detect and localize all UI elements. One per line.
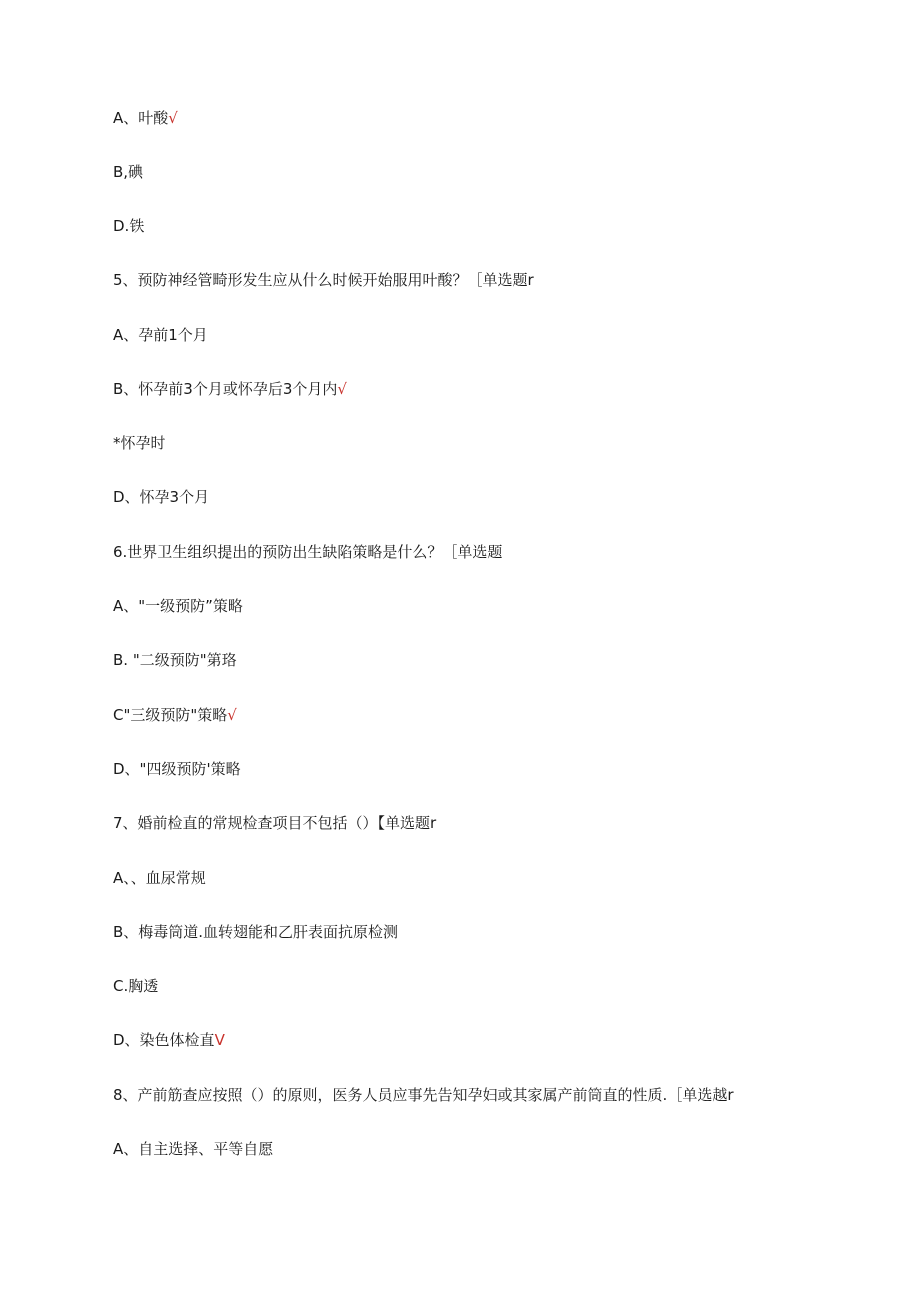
- correct-answer-mark: √: [168, 109, 178, 127]
- line-text: D、染色体检直: [113, 1031, 215, 1049]
- question-text: [113, 270, 534, 290]
- line-text: B. "二级预防"第珞: [113, 651, 237, 669]
- line-text: *怀孕时: [113, 434, 166, 452]
- answer-option: [113, 868, 206, 888]
- line-text: 5、预防神经管畸形发生应从什么时候开始服用叶酸？［单选题r: [113, 271, 534, 289]
- answer-option: [113, 216, 144, 236]
- answer-option: [113, 433, 166, 453]
- answer-option: [113, 379, 347, 399]
- correct-answer-mark: √: [337, 380, 347, 398]
- line-text: C"三级预防"策略: [113, 706, 228, 724]
- line-text: D.铁: [113, 217, 145, 235]
- answer-option: [113, 1030, 225, 1050]
- line-text: D、怀孕3个月: [113, 488, 210, 506]
- answer-option: [113, 922, 398, 942]
- correct-answer-mark: V: [214, 1031, 225, 1049]
- line-text: D、"四级预防'策略: [113, 760, 241, 778]
- question-text: [113, 1085, 733, 1105]
- answer-option: [113, 759, 241, 779]
- correct-answer-mark: √: [227, 706, 237, 724]
- question-text: [113, 813, 436, 833]
- answer-option: [113, 976, 158, 996]
- answer-option: [113, 325, 208, 345]
- line-text: 6.世界卫生组织提出的预防出生缺陷策略是什么？［单选题: [113, 543, 503, 561]
- line-text: A、、血尿常规: [113, 869, 206, 887]
- answer-option: [113, 108, 178, 128]
- line-text: B、梅毒筒道.血转翅能和乙肝表面抗原检测: [113, 923, 399, 941]
- line-text: A、自主选择、平等自愿: [113, 1140, 274, 1158]
- answer-option: [113, 650, 237, 670]
- line-text: A、孕前1个月: [113, 326, 208, 344]
- answer-option: [113, 162, 143, 182]
- line-text: B、怀孕前3个月或怀孕后3个月内: [113, 380, 338, 398]
- answer-option: [113, 487, 209, 507]
- line-text: C.胸透: [113, 977, 159, 995]
- answer-option: [113, 596, 243, 616]
- line-text: 8、产前筋查应按照（）的原则，医务人员应事先告知孕妇或其家属产前筒直的性质.［单选越r: [113, 1086, 734, 1104]
- answer-option: [113, 705, 237, 725]
- question-text: [113, 542, 502, 562]
- line-text: 7、婚前检直的常规检查项目不包括（）【单选题r: [113, 814, 437, 832]
- line-text: B,碘: [113, 163, 144, 181]
- answer-option: [113, 1139, 273, 1159]
- line-text: A、"一级预防”策略: [113, 597, 243, 615]
- line-text: A、叶酸: [113, 109, 169, 127]
